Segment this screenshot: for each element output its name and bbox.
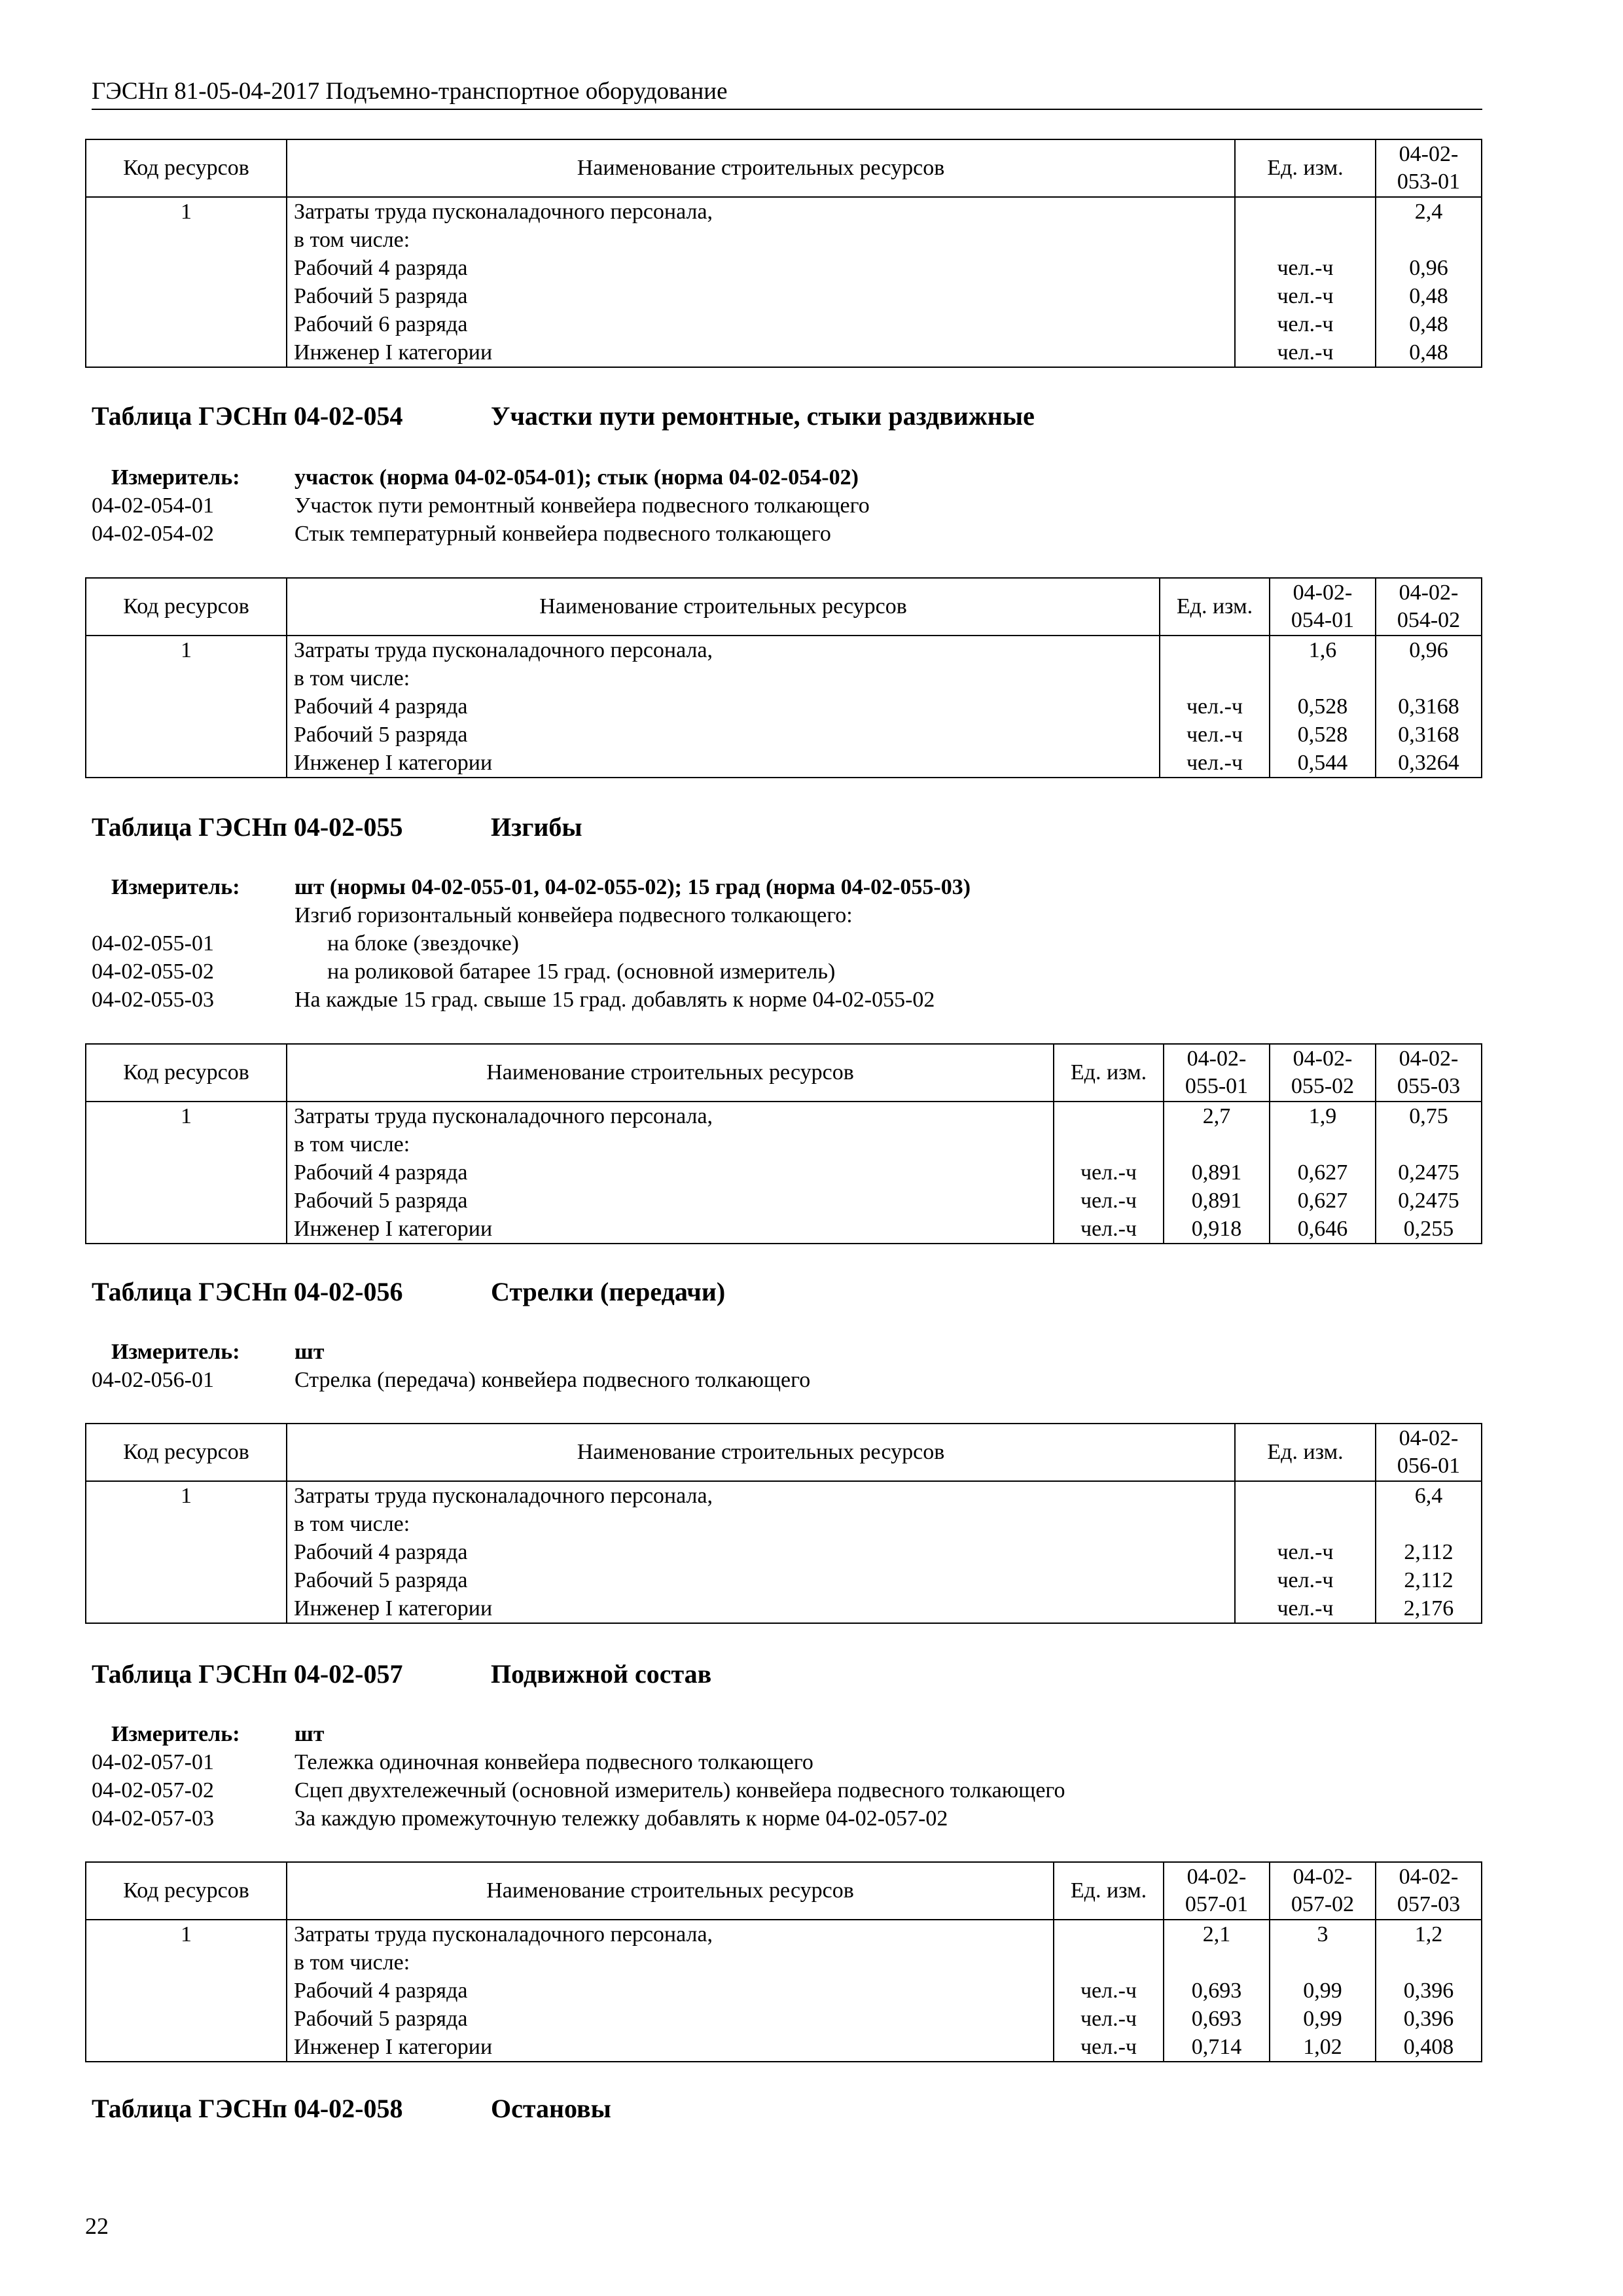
cell-line: чел.-ч xyxy=(1277,312,1334,336)
norm-code: 04-02-057-03 xyxy=(92,1806,214,1831)
column-header-name: Наименование строительных ресурсов xyxy=(287,1424,1235,1481)
norm-description: Тележка одиночная конвейера подвесного толкающего xyxy=(294,1750,813,1774)
column-header-code: Код ресурсов xyxy=(86,1044,287,1102)
cell-line xyxy=(1277,1130,1368,1158)
norm-description: Стык температурный конвейера подвесного толкающего xyxy=(294,522,831,546)
norm-description: За каждую промежуточную тележку добавлять к норме 04-02-057-02 xyxy=(294,1806,948,1831)
cell-line: в том числе: xyxy=(294,666,410,691)
meter-block-056 xyxy=(92,1338,810,1394)
resource-table-053 xyxy=(85,139,1482,368)
resource-names xyxy=(287,1102,1054,1244)
resource-units xyxy=(1054,1102,1164,1244)
table-number: Таблица ГЭСНп 04-02-057 xyxy=(92,1659,403,1689)
cell-line: чел.-ч xyxy=(1080,1217,1137,1241)
cell-line xyxy=(1171,1948,1262,1977)
table-number: Таблица ГЭСНп 04-02-056 xyxy=(92,1277,403,1306)
norm-code: 04-02-056-01 xyxy=(92,1368,214,1392)
column-header-norm: 04-02- 054-01 xyxy=(1270,578,1376,636)
column-header-norm: 04-02- 055-01 xyxy=(1164,1044,1270,1102)
norm-values xyxy=(1270,636,1376,778)
norm-description: Участок пути ремонтный конвейера подвесного толкающего xyxy=(294,493,870,518)
cell-line: 0,693 xyxy=(1191,2007,1242,2031)
cell-line: 0,396 xyxy=(1403,1979,1454,2003)
cell-line: 0,2475 xyxy=(1398,1160,1459,1185)
cell-line: чел.-ч xyxy=(1080,1189,1137,1213)
cell-line: 0,3168 xyxy=(1398,723,1459,747)
table-name: Изгибы xyxy=(491,812,582,842)
cell-line: 0,396 xyxy=(1403,2007,1454,2031)
cell-line: чел.-ч xyxy=(1277,1568,1334,1592)
cell-line: чел.-ч xyxy=(1277,1540,1334,1564)
table-row xyxy=(86,1481,1482,1623)
cell-line xyxy=(1171,1130,1262,1158)
cell-line: в том числе: xyxy=(294,228,410,252)
norm-code: 04-02-054-01 xyxy=(92,493,214,518)
cell-line: 0,528 xyxy=(1297,694,1348,719)
resource-code: 1 xyxy=(86,1102,287,1244)
norm-code: 04-02-057-01 xyxy=(92,1750,214,1774)
table-row xyxy=(86,636,1482,778)
cell-line xyxy=(1061,1102,1156,1130)
norm-intro: Изгиб горизонтальный конвейера подвесного толкающего: xyxy=(294,903,853,927)
norm-values xyxy=(1164,1920,1270,2062)
cell-line xyxy=(1167,636,1262,664)
meter-block-055 xyxy=(92,873,971,1014)
resource-names xyxy=(287,197,1235,367)
cell-line: 0,48 xyxy=(1409,284,1448,308)
norm-values xyxy=(1376,636,1482,778)
column-header-unit: Ед. изм. xyxy=(1054,1044,1164,1102)
cell-line: 0,99 xyxy=(1303,1979,1342,2003)
norm-description: На каждые 15 град. свыше 15 град. добавлять к норме 04-02-055-02 xyxy=(294,988,935,1012)
cell-line: 0,891 xyxy=(1191,1160,1242,1185)
table-row xyxy=(86,197,1482,367)
meter-value: шт xyxy=(294,1340,325,1364)
cell-line: 1,6 xyxy=(1308,638,1337,662)
cell-line: чел.-ч xyxy=(1277,340,1334,365)
column-header-unit: Ед. изм. xyxy=(1160,578,1270,636)
table-number: Таблица ГЭСНп 04-02-055 xyxy=(92,812,403,842)
column-header-code: Код ресурсов xyxy=(86,139,287,197)
cell-line: чел.-ч xyxy=(1186,694,1243,719)
cell-line: 2,7 xyxy=(1202,1104,1231,1128)
column-header-name: Наименование строительных ресурсов xyxy=(287,578,1160,636)
cell-line: Рабочий 4 разряда xyxy=(294,1979,468,2003)
cell-line: 2,4 xyxy=(1414,200,1443,224)
cell-line: 0,646 xyxy=(1297,1217,1348,1241)
cell-line: чел.-ч xyxy=(1277,256,1334,280)
cell-line: Рабочий 4 разряда xyxy=(294,1540,468,1564)
meter-value: участок (норма 04-02-054-01); стык (норма 04-02-054-02) xyxy=(294,465,859,490)
cell-line: 3 xyxy=(1317,1922,1329,1946)
cell-line xyxy=(1383,664,1474,692)
resource-code: 1 xyxy=(86,1920,287,2062)
resource-units xyxy=(1054,1920,1164,2062)
page-number: 22 xyxy=(85,2213,109,2239)
meter-label: Измеритель: xyxy=(111,1340,240,1364)
norm-values xyxy=(1376,1481,1482,1623)
table-title-057 xyxy=(92,1659,711,1689)
cell-line: Затраты труда пусконаладочного персонала, xyxy=(294,1104,713,1128)
cell-line: 0,255 xyxy=(1403,1217,1454,1241)
norm-description: Сцеп двухтележечный (основной измеритель) конвейера подвесного толкающего xyxy=(294,1778,1065,1803)
column-header-norm: 04-02- 055-03 xyxy=(1376,1044,1482,1102)
cell-line: чел.-ч xyxy=(1186,751,1243,775)
cell-line xyxy=(1242,1482,1368,1510)
cell-line: Рабочий 5 разряда xyxy=(294,1189,468,1213)
resource-code: 1 xyxy=(86,1481,287,1623)
column-header-norm: 04-02- 053-01 xyxy=(1376,139,1482,197)
cell-line: Рабочий 5 разряда xyxy=(294,2007,468,2031)
cell-line: чел.-ч xyxy=(1277,1596,1334,1621)
cell-line: 0,544 xyxy=(1297,751,1348,775)
cell-line: в том числе: xyxy=(294,1132,410,1157)
resource-names xyxy=(287,636,1160,778)
meter-block-054 xyxy=(92,463,870,548)
cell-line: 0,918 xyxy=(1191,1217,1242,1241)
table-title-058 xyxy=(92,2093,611,2124)
cell-line xyxy=(1383,1510,1474,1538)
column-header-name: Наименование строительных ресурсов xyxy=(287,1044,1054,1102)
resource-code: 1 xyxy=(86,636,287,778)
norm-description: на роликовой батарее 15 град. (основной измеритель) xyxy=(327,960,836,984)
cell-line: 0,408 xyxy=(1403,2035,1454,2059)
cell-line: в том числе: xyxy=(294,1512,410,1536)
cell-line: 2,112 xyxy=(1404,1540,1454,1564)
running-header: ГЭСНп 81-05-04-2017 Подъемно-транспортное оборудование xyxy=(92,77,1482,110)
cell-line: Рабочий 6 разряда xyxy=(294,312,468,336)
table-name: Остановы xyxy=(491,2094,611,2123)
cell-line: в том числе: xyxy=(294,1950,410,1975)
column-header-unit: Ед. изм. xyxy=(1235,1424,1376,1481)
cell-line: 0,528 xyxy=(1297,723,1348,747)
cell-line: чел.-ч xyxy=(1080,1160,1137,1185)
table-name: Подвижной состав xyxy=(491,1659,712,1689)
cell-line: Затраты труда пусконаладочного персонала, xyxy=(294,1922,713,1946)
cell-line: 0,48 xyxy=(1409,312,1448,336)
cell-line xyxy=(1242,1510,1368,1538)
resource-table-057 xyxy=(85,1861,1482,2062)
cell-line: 0,48 xyxy=(1409,340,1448,365)
cell-line xyxy=(1167,664,1262,692)
column-header-name: Наименование строительных ресурсов xyxy=(287,1862,1054,1920)
column-header-norm: 04-02- 057-01 xyxy=(1164,1862,1270,1920)
column-header-code: Код ресурсов xyxy=(86,1862,287,1920)
column-header-unit: Ед. изм. xyxy=(1235,139,1376,197)
cell-line: 0,75 xyxy=(1409,1104,1448,1128)
cell-line: 1,9 xyxy=(1308,1104,1337,1128)
cell-line: 0,96 xyxy=(1409,638,1448,662)
cell-line: Затраты труда пусконаладочного персонала, xyxy=(294,638,713,662)
cell-line: 0,891 xyxy=(1191,1189,1242,1213)
table-name: Участки пути ремонтные, стыки раздвижные xyxy=(491,401,1035,431)
resource-names xyxy=(287,1920,1054,2062)
resource-names xyxy=(287,1481,1235,1623)
cell-line: 0,3168 xyxy=(1398,694,1459,719)
meter-label: Измеритель: xyxy=(111,465,240,490)
column-header-norm: 04-02- 056-01 xyxy=(1376,1424,1482,1481)
meter-value: шт xyxy=(294,1722,325,1746)
cell-line xyxy=(1383,1130,1474,1158)
cell-line xyxy=(1383,1948,1474,1977)
cell-line: 0,99 xyxy=(1303,2007,1342,2031)
norm-description: на блоке (звездочке) xyxy=(327,931,520,956)
cell-line: 0,96 xyxy=(1409,256,1448,280)
cell-line: Рабочий 5 разряда xyxy=(294,284,468,308)
cell-line: Инженер I категории xyxy=(294,1596,493,1621)
column-header-norm: 04-02- 055-02 xyxy=(1270,1044,1376,1102)
cell-line: чел.-ч xyxy=(1080,2007,1137,2031)
cell-line xyxy=(1242,226,1368,254)
column-header-norm: 04-02- 057-02 xyxy=(1270,1862,1376,1920)
resource-units xyxy=(1160,636,1270,778)
table-name: Стрелки (передачи) xyxy=(491,1277,726,1306)
column-header-name: Наименование строительных ресурсов xyxy=(287,139,1235,197)
meter-block-057 xyxy=(92,1720,1065,1833)
cell-line: 1,2 xyxy=(1414,1922,1443,1946)
cell-line: 0,693 xyxy=(1191,1979,1242,2003)
norm-values xyxy=(1376,1102,1482,1244)
resource-table-055 xyxy=(85,1043,1482,1244)
cell-line: 2,1 xyxy=(1202,1922,1231,1946)
cell-line: 0,2475 xyxy=(1398,1189,1459,1213)
cell-line: чел.-ч xyxy=(1080,1979,1137,2003)
cell-line xyxy=(1061,1948,1156,1977)
cell-line: Затраты труда пусконаладочного персонала, xyxy=(294,200,713,224)
cell-line: Инженер I категории xyxy=(294,2035,493,2059)
cell-line: 0,627 xyxy=(1297,1160,1348,1185)
table-title-056 xyxy=(92,1276,725,1307)
meter-label: Измеритель: xyxy=(111,875,240,899)
table-row xyxy=(86,1920,1482,2062)
table-number: Таблица ГЭСНп 04-02-054 xyxy=(92,401,403,431)
norm-values xyxy=(1270,1102,1376,1244)
resource-units xyxy=(1235,197,1376,367)
norm-code: 04-02-055-01 xyxy=(92,931,214,956)
meter-label: Измеритель: xyxy=(111,1722,240,1746)
cell-line: Рабочий 4 разряда xyxy=(294,256,468,280)
norm-code: 04-02-055-03 xyxy=(92,988,214,1012)
cell-line xyxy=(1242,198,1368,226)
resource-units xyxy=(1235,1481,1376,1623)
column-header-code: Код ресурсов xyxy=(86,1424,287,1481)
norm-values xyxy=(1164,1102,1270,1244)
table-title-054 xyxy=(92,401,1035,431)
norm-values xyxy=(1376,197,1482,367)
cell-line xyxy=(1061,1920,1156,1948)
column-header-unit: Ед. изм. xyxy=(1054,1862,1164,1920)
norm-code: 04-02-055-02 xyxy=(92,960,214,984)
column-header-norm: 04-02- 057-03 xyxy=(1376,1862,1482,1920)
cell-line: 2,112 xyxy=(1404,1568,1454,1592)
cell-line: Затраты труда пусконаладочного персонала, xyxy=(294,1484,713,1508)
column-header-code: Код ресурсов xyxy=(86,578,287,636)
cell-line xyxy=(1277,1948,1368,1977)
cell-line: 0,627 xyxy=(1297,1189,1348,1213)
resource-code: 1 xyxy=(86,197,287,367)
norm-values xyxy=(1270,1920,1376,2062)
norm-values xyxy=(1376,1920,1482,2062)
cell-line: 2,176 xyxy=(1403,1596,1454,1621)
norm-code: 04-02-057-02 xyxy=(92,1778,214,1803)
cell-line: Рабочий 4 разряда xyxy=(294,1160,468,1185)
cell-line: Рабочий 5 разряда xyxy=(294,1568,468,1592)
cell-line: Инженер I категории xyxy=(294,751,493,775)
cell-line: 1,02 xyxy=(1303,2035,1342,2059)
cell-line: Рабочий 4 разряда xyxy=(294,694,468,719)
column-header-norm: 04-02- 054-02 xyxy=(1376,578,1482,636)
cell-line xyxy=(1383,226,1474,254)
cell-line: Рабочий 5 разряда xyxy=(294,723,468,747)
cell-line: чел.-ч xyxy=(1080,2035,1137,2059)
cell-line xyxy=(1061,1130,1156,1158)
table-row xyxy=(86,1102,1482,1244)
cell-line: 6,4 xyxy=(1414,1484,1443,1508)
cell-line: чел.-ч xyxy=(1186,723,1243,747)
cell-line: Инженер I категории xyxy=(294,1217,493,1241)
table-title-055 xyxy=(92,812,582,842)
table-number: Таблица ГЭСНп 04-02-058 xyxy=(92,2094,403,2123)
resource-table-054 xyxy=(85,577,1482,778)
cell-line: Инженер I категории xyxy=(294,340,493,365)
norm-code: 04-02-054-02 xyxy=(92,522,214,546)
norm-description: Стрелка (передача) конвейера подвесного толкающего xyxy=(294,1368,811,1392)
resource-table-056 xyxy=(85,1423,1482,1624)
cell-line: 0,3264 xyxy=(1398,751,1459,775)
meter-value: шт (нормы 04-02-055-01, 04-02-055-02); 15 град (норма 04-02-055-03) xyxy=(294,875,971,899)
cell-line: 0,714 xyxy=(1191,2035,1242,2059)
cell-line: чел.-ч xyxy=(1277,284,1334,308)
cell-line xyxy=(1277,664,1368,692)
